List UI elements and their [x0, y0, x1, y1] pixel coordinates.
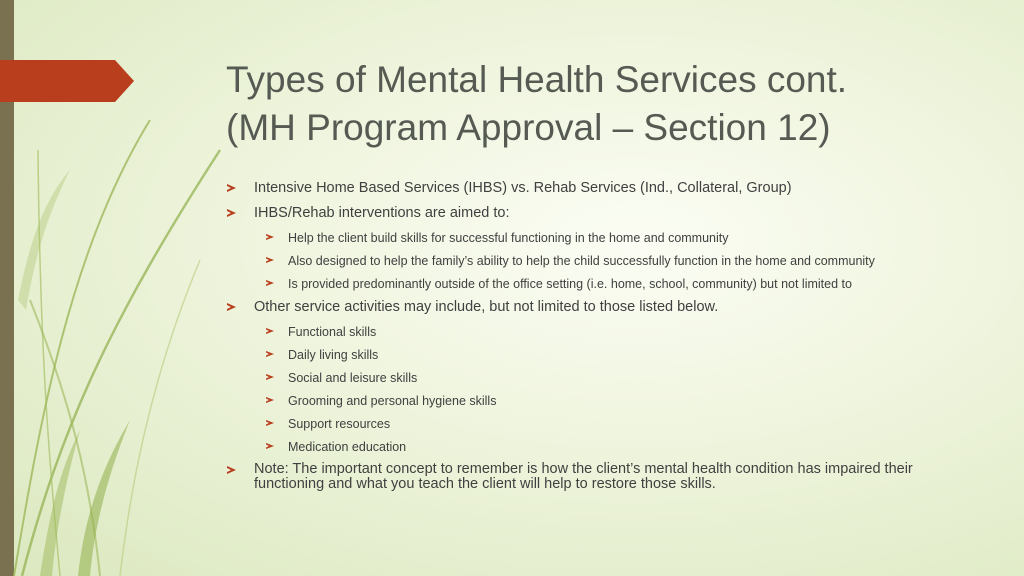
- arrow-bullet-icon: [266, 443, 274, 449]
- bullet-interventions-aim: [254, 205, 510, 222]
- bullet-text: Social and leisure skills: [288, 371, 418, 385]
- sub-bullet-outside-office: [288, 277, 852, 292]
- bullet-text: IHBS/Rehab interventions are aimed to:: [254, 205, 510, 221]
- sub-bullet-social-leisure: [288, 371, 417, 386]
- bullet-text: Help the client build skills for successful functioning in the home and community: [288, 231, 729, 245]
- arrow-bullet-icon: [266, 234, 274, 240]
- title-accent-tab: [0, 60, 134, 102]
- sub-bullet-grooming: [288, 394, 496, 409]
- sub-bullet-medication-education: [288, 440, 406, 455]
- arrow-bullet-icon: [227, 303, 236, 311]
- arrow-bullet-icon: [227, 209, 236, 217]
- arrow-bullet-icon: [227, 184, 236, 192]
- title-line-2: (MH Program Approval – Section 12): [226, 107, 831, 148]
- sub-bullet-functional-skills: [288, 325, 376, 340]
- bullet-note: [254, 462, 914, 492]
- bullet-text: Daily living skills: [288, 348, 379, 362]
- sub-bullet-family-ability: [288, 254, 875, 269]
- arrow-bullet-icon: [266, 257, 274, 263]
- arrow-bullet-icon: [266, 420, 274, 426]
- bullet-text: Is provided predominantly outside of the office setting (i.e. home, school, community) but not limited to: [288, 277, 852, 291]
- bullet-text: Also designed to help the family’s ability to help the child successfully function in the home and community: [288, 254, 875, 268]
- bullet-text: Note: The important concept to remember is how the client’s mental health condition has impaired their functioning and what you teach the client will help to restore those skills.: [254, 461, 913, 492]
- bullet-services-comparison: [254, 180, 792, 197]
- arrow-bullet-icon: [266, 328, 274, 334]
- bullet-text: Support resources: [288, 417, 391, 431]
- bullet-text: Functional skills: [288, 325, 377, 339]
- bullet-text: Other service activities may include, but not limited to those listed below.: [254, 299, 719, 315]
- sub-bullet-build-skills: [288, 231, 729, 246]
- arrow-bullet-icon: [266, 397, 274, 403]
- sub-bullet-support-resources: [288, 417, 390, 432]
- arrow-bullet-icon: [266, 351, 274, 357]
- bullet-text: Intensive Home Based Services (IHBS) vs. Rehab Services (Ind., Collateral, Group): [254, 180, 792, 196]
- arrow-bullet-icon: [266, 374, 274, 380]
- slide-title: [226, 56, 1006, 152]
- arrow-bullet-icon: [266, 280, 274, 286]
- sub-bullet-daily-living: [288, 348, 378, 363]
- title-line-1: Types of Mental Health Services cont.: [226, 59, 848, 100]
- arrow-bullet-icon: [227, 466, 236, 474]
- bullet-text: Grooming and personal hygiene skills: [288, 394, 497, 408]
- bullet-text: Medication education: [288, 440, 407, 454]
- bullet-other-activities: [254, 299, 718, 316]
